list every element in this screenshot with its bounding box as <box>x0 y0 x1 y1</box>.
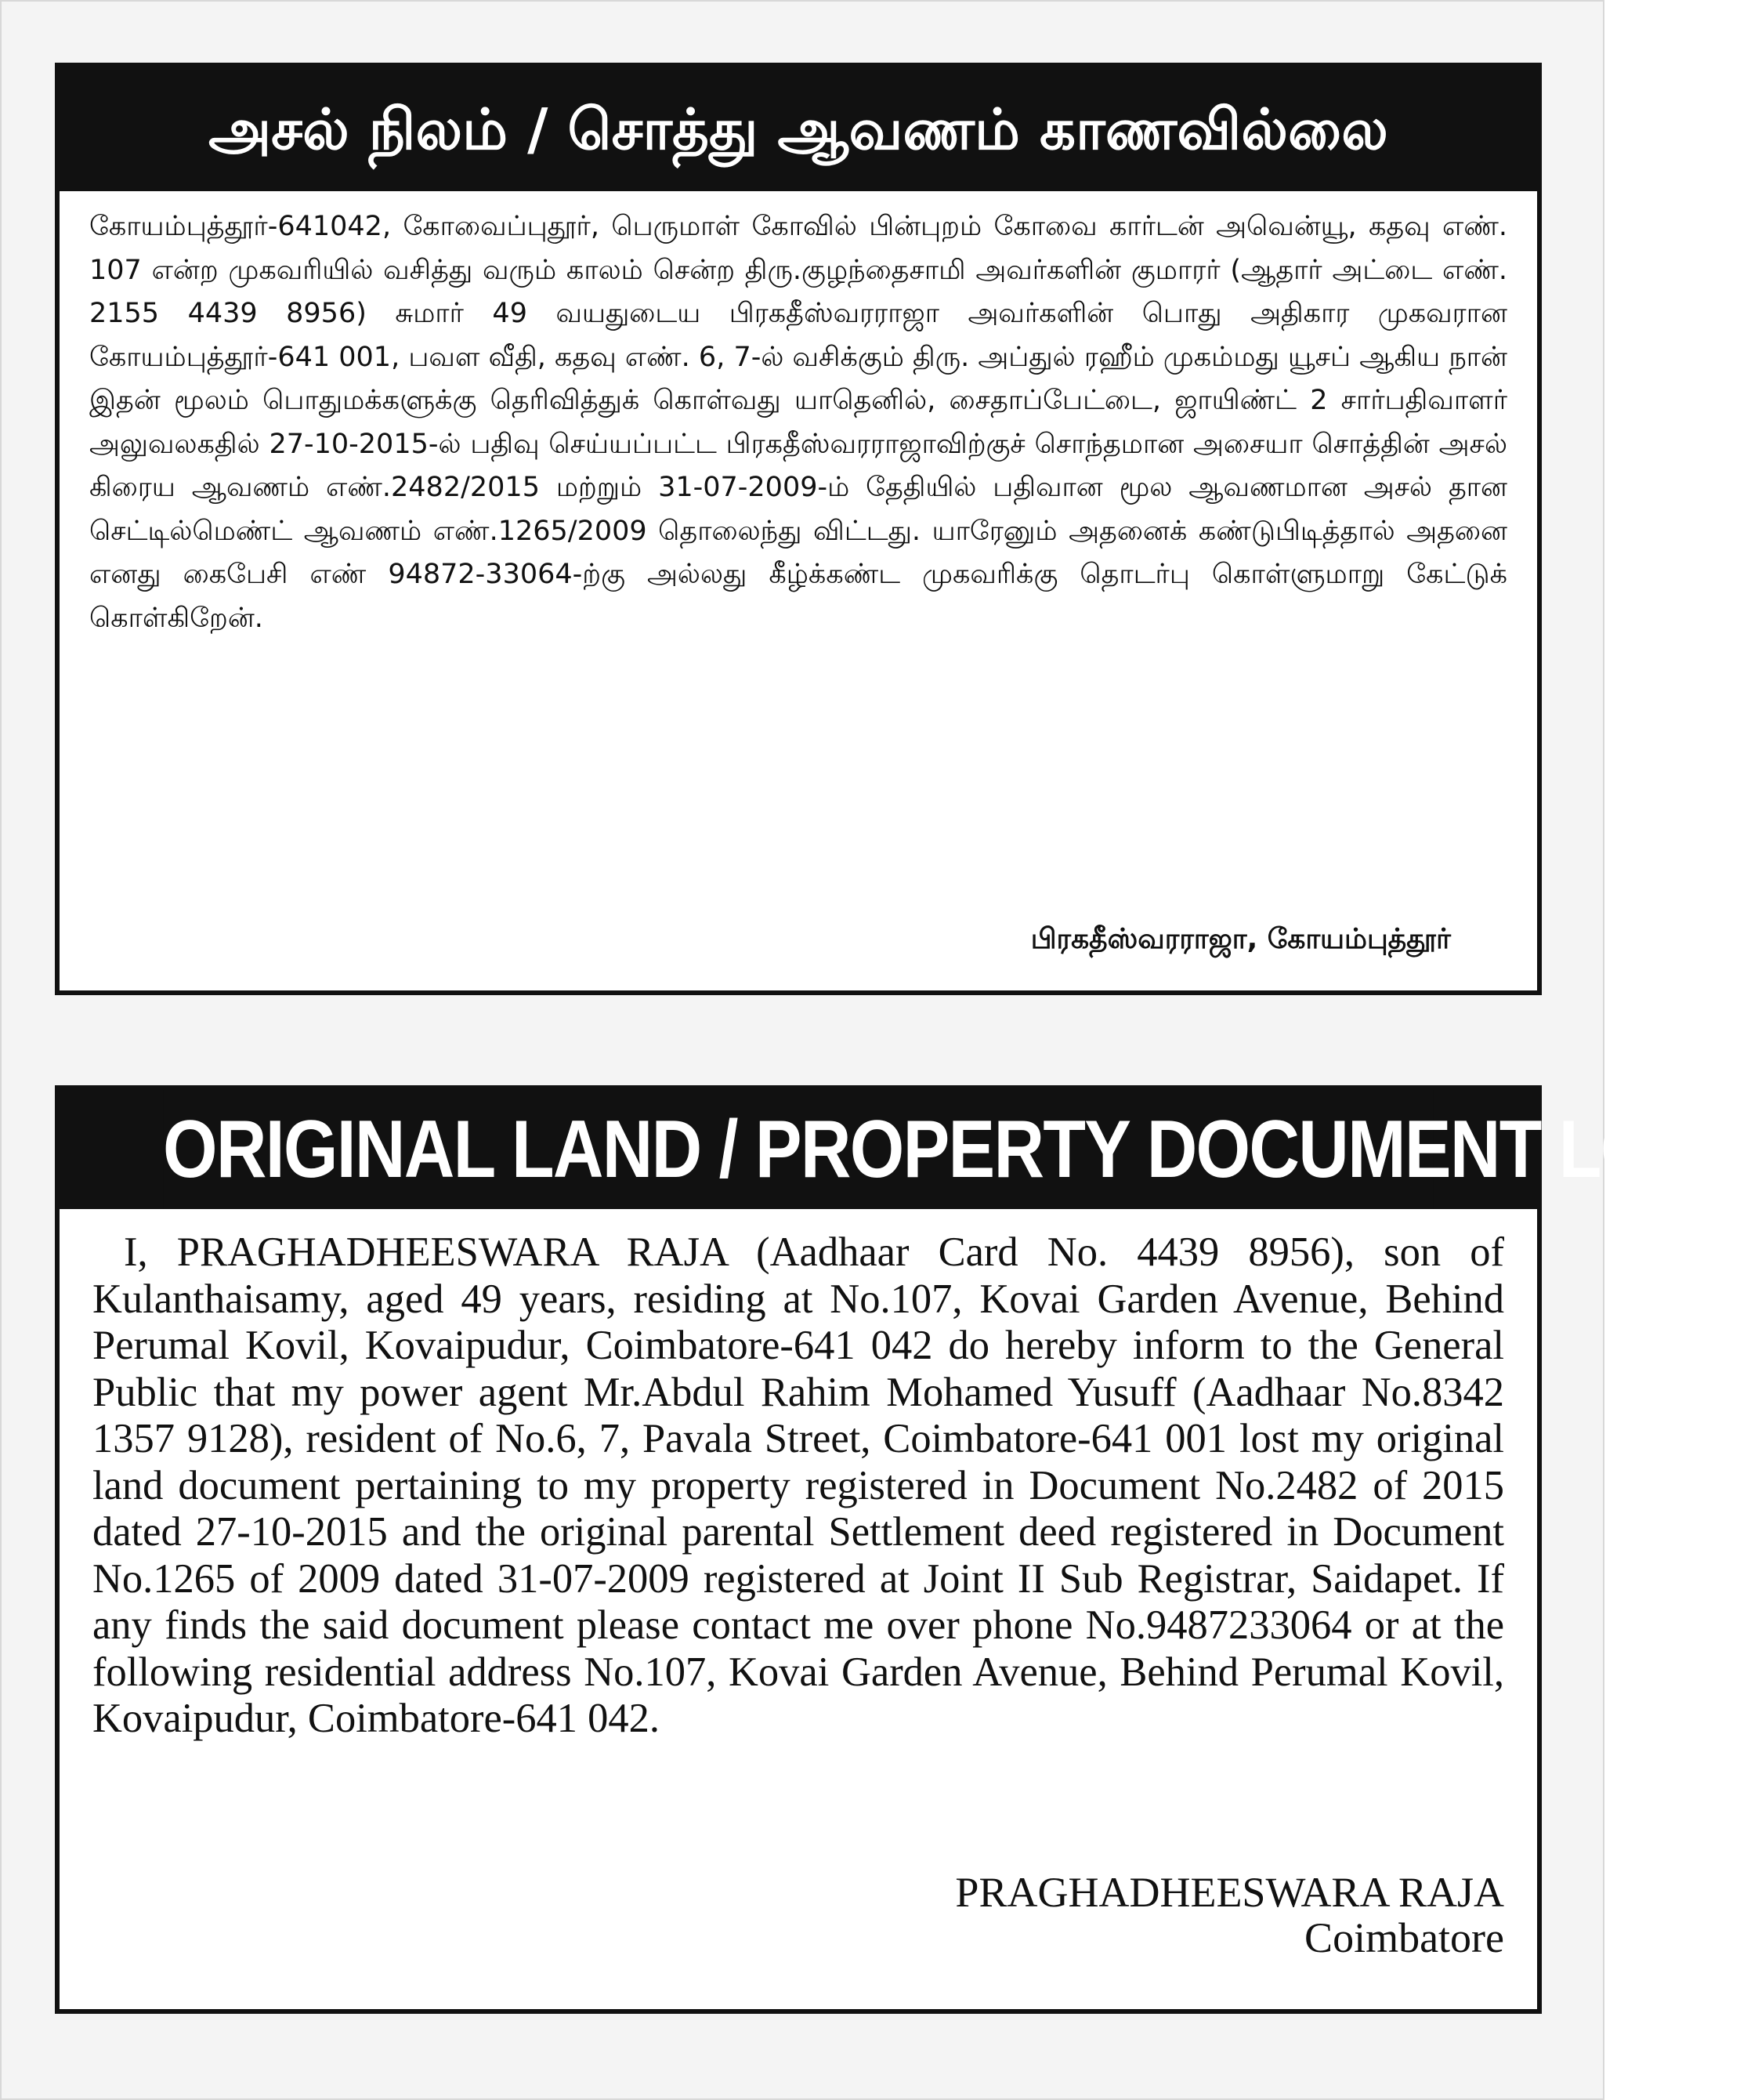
english-notice <box>55 1085 1740 2014</box>
tamil-notice-signature: பிரகதீஸ்வரராஜா, கோயம்புத்தூர் <box>1030 923 1451 955</box>
signature-place: Coimbatore <box>1304 1914 1504 1961</box>
tamil-notice-body: கோயம்புத்தூர்-641042, கோவைப்புதூர், பெருமாள் கோவில் பின்புறம் கோவை கார்டன் அவென்யூ, கதவு எண். 107 என்ற முகவரியில் வசித்து வரும் காலம் சென்ற திரு.குழந்தைசாமி அவர்களின் குமாரர் (ஆதார் அட்டை எண். 2155 4439 8956) சுமார் 49 வயதுடைய பிரகதீஸ்வரராஜா அவர்களின் பொது அதிகார முகவரான கோயம்புத்தூர்-641 001, பவள வீதி, கதவு எண். 6, 7-ல் வசிக்கும் திரு. அப்துல் ரஹீம் முகம்மது யூசப் ஆகிய நான் இதன் மூலம் பொதுமக்களுக்கு தெரிவித்துக் கொள்வது யாதெனில், சைதாப்பேட்டை, ஜாயிண்ட் 2 சார்பதிவாளர் அலுவலகதில் 27-10-2015-ல் பதிவு செய்யப்பட்ட பிரகதீஸ்வரராஜாவிற்குச் சொந்தமான அசையா சொத்தின் அசல் கிரைய ஆவணம் எண்.2482/2015 மற்றும் 31-07-2009-ம் தேதியில் பதிவான மூல ஆவணமான அசல் தான செட்டில்மெண்ட் ஆவணம் எண்.1265/2009 தொலைந்து விட்டது. யாரேனும் அதனைக் கண்டுபிடித்தால் அதனை எனது கைபேசி எண் 94872-33064-ற்கு அல்லது கீழ்க்கண்ட முகவரிக்கு தொடர்பு கொள்ளுமாறு கேட்டுக் கொள்கிறேன். <box>89 211 1508 634</box>
english-notice-title: ORIGINAL LAND / PROPERTY DOCUMENT LOST <box>163 1090 1434 1209</box>
english-notice-title-bar <box>60 1090 1740 1209</box>
english-notice-signature <box>955 1870 1504 1961</box>
tamil-notice <box>55 63 1542 995</box>
tamil-notice-title: அசல் நிலம் / சொத்து ஆவணம் காணவில்லை <box>60 67 1537 191</box>
english-notice-body: I, PRAGHADHEESWARA RAJA (Aadhaar Card No. 4439 8956), son of Kulanthaisamy, aged 49 years, residing at No.107, Kovai Garden Avenue, Behind Perumal Kovil, Kovaipudur, Coimbatore-641 042 do hereby inform to the General Public that my power agent Mr.Abdul Rahim Mohamed Yusuff (Aadhaar No.8342 1357 9128), resident of No.6, 7, Pavala Street, Coimbatore-641 001 lost my original land document pertaining to my property registered in Document No.2482 of 2015 dated 27-10-2015 and the original parental Settlement deed registered in Document No.1265 of 2009 dated 31-07-2009 registered at Joint II Sub Registrar, Saidapet. If any finds the said document please contact me over phone No.9487233064 or at the following residential address No.107, Kovai Garden Avenue, Behind Perumal Kovil, Kovaipudur, Coimbatore-641 042. <box>92 1229 1504 1741</box>
signature-name: PRAGHADHEESWARA RAJA <box>955 1869 1504 1916</box>
